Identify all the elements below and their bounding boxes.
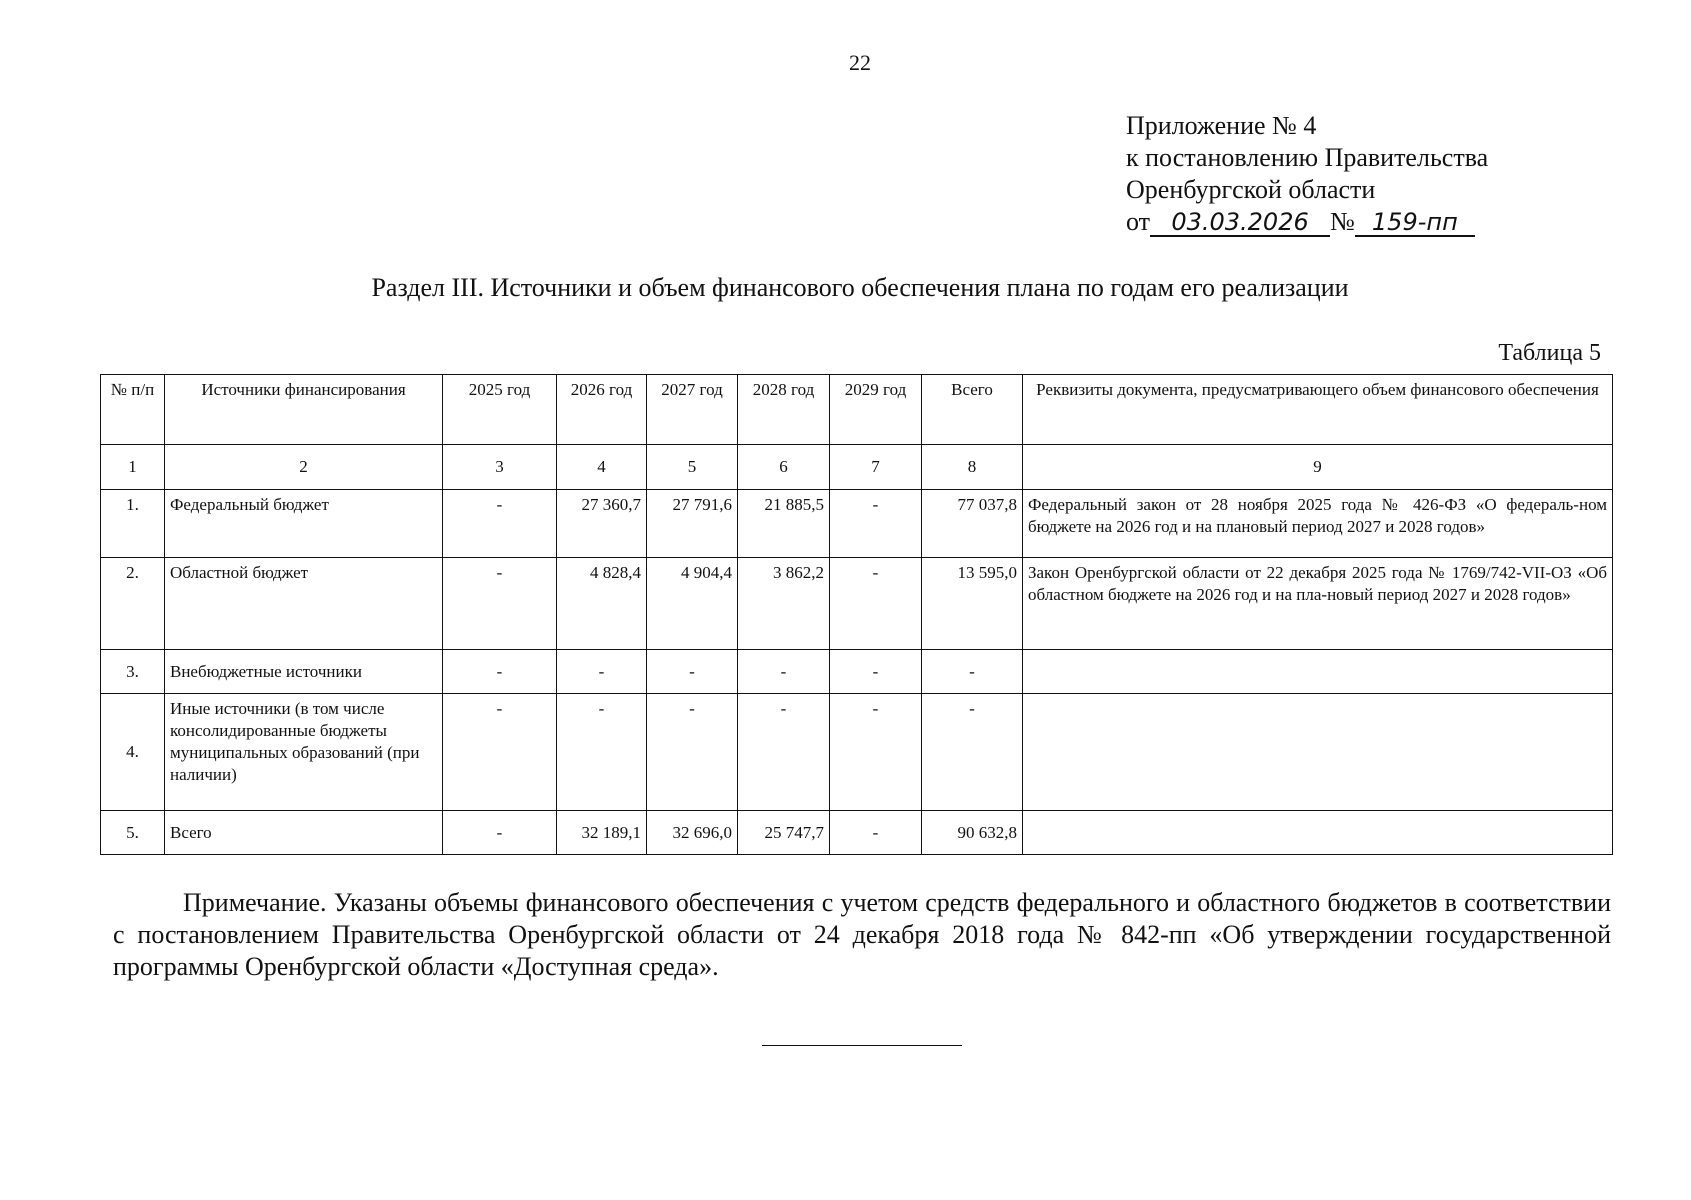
table-row-total bbox=[101, 811, 1613, 855]
table-row bbox=[101, 558, 1613, 650]
header-cell-total: Всего bbox=[922, 375, 1023, 445]
source-cell: Областной бюджет bbox=[165, 558, 443, 650]
table-label: Таблица 5 bbox=[1498, 340, 1601, 366]
value-cell-2026: 27 360,7 bbox=[557, 490, 647, 558]
value-cell-total: 90 632,8 bbox=[922, 811, 1023, 855]
column-number-cell: 4 bbox=[557, 445, 647, 490]
end-divider bbox=[762, 1045, 962, 1046]
value-cell-2026: - bbox=[557, 650, 647, 694]
section-title: Раздел III. Источники и объем финансового обеспечения плана по годам его реализации bbox=[371, 273, 1349, 302]
value-cell-2027: 32 696,0 bbox=[647, 811, 738, 855]
table-row bbox=[101, 490, 1613, 558]
page-number: 22 bbox=[849, 50, 871, 75]
row-number-cell: 2. bbox=[101, 558, 165, 650]
value-cell-total: 77 037,8 bbox=[922, 490, 1023, 558]
header-cell-2025: 2025 год bbox=[443, 375, 557, 445]
value-cell-2027: - bbox=[647, 694, 738, 811]
value-cell-2027: 27 791,6 bbox=[647, 490, 738, 558]
row-number-cell: 3. bbox=[101, 650, 165, 694]
note-paragraph: Примечание. Указаны объемы финансового обеспечения с учетом средств федерального и областного бюджетов в соответствии с постановлением Правительства Оренбургской области от 24 декабря 2018 года № 842-пп «Об утверждении государственной программы Оренбургской области «Доступная среда». bbox=[113, 888, 1611, 981]
number-label: № bbox=[1330, 207, 1355, 236]
table-row bbox=[101, 650, 1613, 694]
value-cell-2029: - bbox=[830, 694, 922, 811]
value-cell-2025: - bbox=[443, 694, 557, 811]
header-cell-2026: 2026 год bbox=[557, 375, 647, 445]
value-cell-2029: - bbox=[830, 490, 922, 558]
table-header-row bbox=[101, 375, 1613, 445]
value-cell-total: 13 595,0 bbox=[922, 558, 1023, 650]
from-label: от bbox=[1126, 207, 1151, 236]
value-cell-2028: 3 862,2 bbox=[738, 558, 830, 650]
value-cell-2027: - bbox=[647, 650, 738, 694]
header-cell-2028: 2028 год bbox=[738, 375, 830, 445]
header-cell-source: Источники финансирования bbox=[165, 375, 443, 445]
appendix-line-3: Оренбургской области bbox=[1126, 175, 1376, 204]
value-cell-2026: 4 828,4 bbox=[557, 558, 647, 650]
source-cell: Иные источники (в том числе консолидированные бюджеты муниципальных образований (при наличии) bbox=[165, 694, 443, 811]
header-cell-2027: 2027 год bbox=[647, 375, 738, 445]
value-cell-2028: - bbox=[738, 650, 830, 694]
value-cell-2029: - bbox=[830, 650, 922, 694]
column-number-row bbox=[101, 445, 1613, 490]
appendix-block bbox=[1126, 110, 1488, 238]
value-cell-2027: 4 904,4 bbox=[647, 558, 738, 650]
table-row bbox=[101, 694, 1613, 811]
source-cell: Всего bbox=[165, 811, 443, 855]
value-cell-2025: - bbox=[443, 490, 557, 558]
document-cell bbox=[1023, 811, 1613, 855]
document-cell bbox=[1023, 650, 1613, 694]
value-cell-2028: - bbox=[738, 694, 830, 811]
appendix-line-2: к постановлению Правительства bbox=[1126, 143, 1489, 172]
value-cell-total: - bbox=[922, 694, 1023, 811]
column-number-cell: 1 bbox=[101, 445, 165, 490]
value-cell-2026: 32 189,1 bbox=[557, 811, 647, 855]
header-cell-document: Реквизиты документа, предусматривающего объем финансового обеспечения bbox=[1023, 375, 1613, 445]
value-cell-2025: - bbox=[443, 811, 557, 855]
column-number-cell: 7 bbox=[830, 445, 922, 490]
value-cell-2026: - bbox=[557, 694, 647, 811]
value-cell-2025: - bbox=[443, 558, 557, 650]
header-cell-2029: 2029 год bbox=[830, 375, 922, 445]
column-number-cell: 6 bbox=[738, 445, 830, 490]
document-cell: Закон Оренбургской области от 22 декабря 2025 года № 1769/742-VII-ОЗ «Об областном бюджете на 2026 год и на пла-новый период 2027 и 2028 годов» bbox=[1023, 558, 1613, 650]
value-cell-2028: 25 747,7 bbox=[738, 811, 830, 855]
value-cell-2025: - bbox=[443, 650, 557, 694]
handwritten-date: 03.03.2026 bbox=[1150, 209, 1330, 237]
header-cell-number: № п/п bbox=[101, 375, 165, 445]
value-cell-2028: 21 885,5 bbox=[738, 490, 830, 558]
column-number-cell: 3 bbox=[443, 445, 557, 490]
financing-table bbox=[100, 374, 1613, 855]
row-number-cell: 5. bbox=[101, 811, 165, 855]
source-cell: Федеральный бюджет bbox=[165, 490, 443, 558]
row-number-cell: 4. bbox=[101, 694, 165, 811]
column-number-cell: 5 bbox=[647, 445, 738, 490]
value-cell-total: - bbox=[922, 650, 1023, 694]
column-number-cell: 2 bbox=[165, 445, 443, 490]
column-number-cell: 9 bbox=[1023, 445, 1613, 490]
appendix-line-4 bbox=[1126, 206, 1488, 238]
document-cell bbox=[1023, 694, 1613, 811]
value-cell-2029: - bbox=[830, 811, 922, 855]
row-number-cell: 1. bbox=[101, 490, 165, 558]
source-cell: Внебюджетные источники bbox=[165, 650, 443, 694]
document-cell: Федеральный закон от 28 ноября 2025 года № 426-ФЗ «О федераль-ном бюджете на 2026 год и на плановый период 2027 и 2028 годов» bbox=[1023, 490, 1613, 558]
handwritten-number: 159-пп bbox=[1355, 209, 1475, 237]
value-cell-2029: - bbox=[830, 558, 922, 650]
appendix-line-1: Приложение № 4 bbox=[1126, 111, 1317, 140]
column-number-cell: 8 bbox=[922, 445, 1023, 490]
